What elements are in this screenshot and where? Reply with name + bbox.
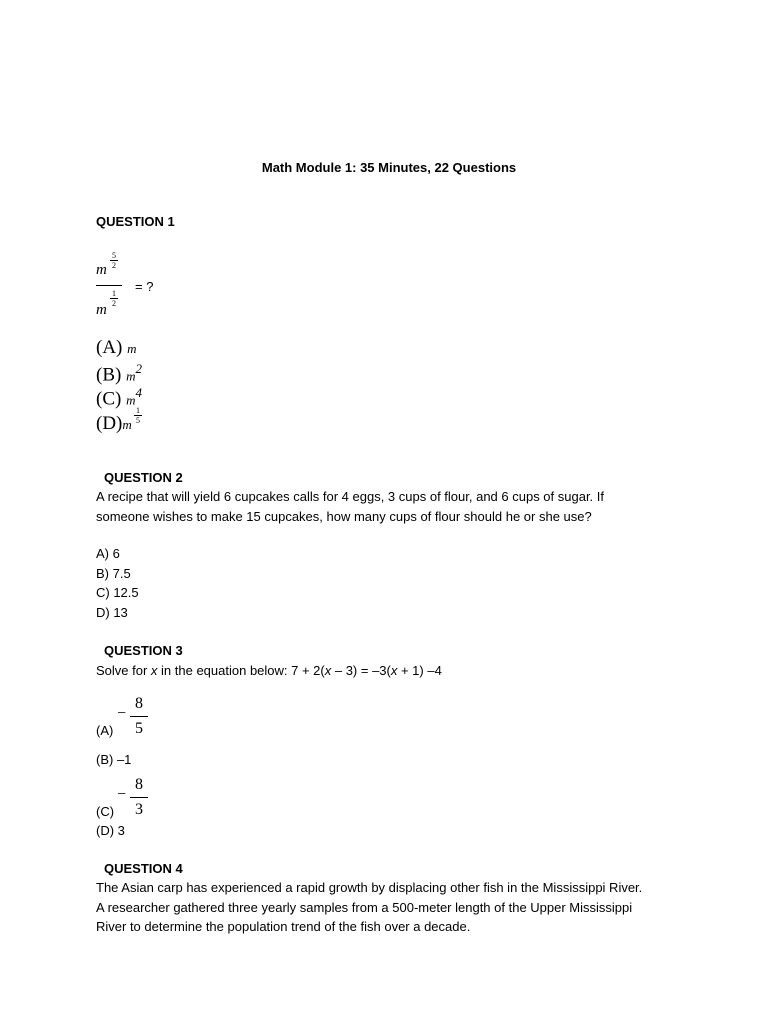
question-2-heading: QUESTION 2 xyxy=(104,470,183,485)
question-1-heading: QUESTION 1 xyxy=(96,214,175,229)
fraction-bar xyxy=(96,285,122,286)
option-d-exponent-bottom: 5 xyxy=(136,416,140,425)
option-a-fraction-bar xyxy=(130,716,148,717)
question-2-option-b[interactable]: B) 7.5 xyxy=(96,566,131,581)
option-a-label: (A) xyxy=(96,723,114,738)
option-label: (A) xyxy=(96,337,123,358)
question-3-heading: QUESTION 3 xyxy=(104,643,183,658)
question-1-option-b[interactable] xyxy=(96,361,142,386)
option-a-denominator: 5 xyxy=(135,720,143,737)
question-3-option-d[interactable]: (D) 3 xyxy=(96,823,125,838)
numerator-exponent-top: 5 xyxy=(112,251,116,260)
option-base: m xyxy=(122,417,132,432)
option-c-label: (C) xyxy=(96,804,115,819)
page-title: Math Module 1: 35 Minutes, 22 Questions xyxy=(261,160,517,175)
denominator-base: m xyxy=(96,302,107,318)
option-a-sign: − xyxy=(117,705,127,722)
question-2-text-line-2: someone wishes to make 15 cupcakes, how many cups of flour should he or she use? xyxy=(96,509,592,524)
question-1-option-d[interactable] xyxy=(96,413,132,435)
option-d-exponent-top: 1 xyxy=(136,406,140,415)
denominator-exponent-bottom: 2 xyxy=(112,299,116,308)
option-base: m xyxy=(126,368,136,384)
option-c-denominator: 3 xyxy=(135,801,143,818)
denominator-exponent-top: 1 xyxy=(112,289,116,298)
option-exponent: 2 xyxy=(135,361,142,376)
question-4-heading: QUESTION 4 xyxy=(104,861,183,876)
numerator-exponent xyxy=(110,251,118,270)
question-3-option-b[interactable]: (B) –1 xyxy=(96,752,132,767)
option-a-numerator: 8 xyxy=(135,695,143,712)
option-label: (C) xyxy=(96,388,122,410)
option-label: (B) xyxy=(96,364,122,386)
option-c-numerator: 8 xyxy=(135,776,143,793)
option-label: (D) xyxy=(96,413,123,434)
option-exponent: 4 xyxy=(135,385,142,400)
option-base: m xyxy=(126,392,136,408)
numerator-exponent-bottom: 2 xyxy=(112,261,116,270)
expression-rhs: = ? xyxy=(135,279,154,294)
question-4-text-line-1: The Asian carp has experienced a rapid growth by displacing other fish in the Mississippi River. xyxy=(96,880,643,895)
option-c-sign: − xyxy=(117,786,127,803)
question-4-text-line-2: A researcher gathered three yearly samples from a 500-meter length of the Upper Mississippi xyxy=(96,900,633,915)
option-c-fraction-bar xyxy=(130,797,148,798)
question-2-text-line-1: A recipe that will yield 6 cupcakes calls for 4 eggs, 3 cups of flour, and 6 cups of sugar. If xyxy=(96,489,605,504)
question-3-prompt: Solve for x in the equation below: 7 + 2(x – 3) = –3(x + 1) –4 xyxy=(96,663,442,678)
question-2-option-d[interactable]: D) 13 xyxy=(96,605,128,620)
numerator-base: m xyxy=(96,262,107,278)
option-d-exponent xyxy=(134,406,142,425)
denominator-exponent xyxy=(110,289,118,308)
question-2-option-c[interactable]: C) 12.5 xyxy=(96,585,139,600)
question-2-option-a[interactable]: A) 6 xyxy=(96,546,120,561)
option-base: m xyxy=(127,341,137,356)
question-1-option-a[interactable] xyxy=(96,337,137,359)
question-4-text-line-3: River to determine the population trend of the fish over a decade. xyxy=(96,919,471,934)
